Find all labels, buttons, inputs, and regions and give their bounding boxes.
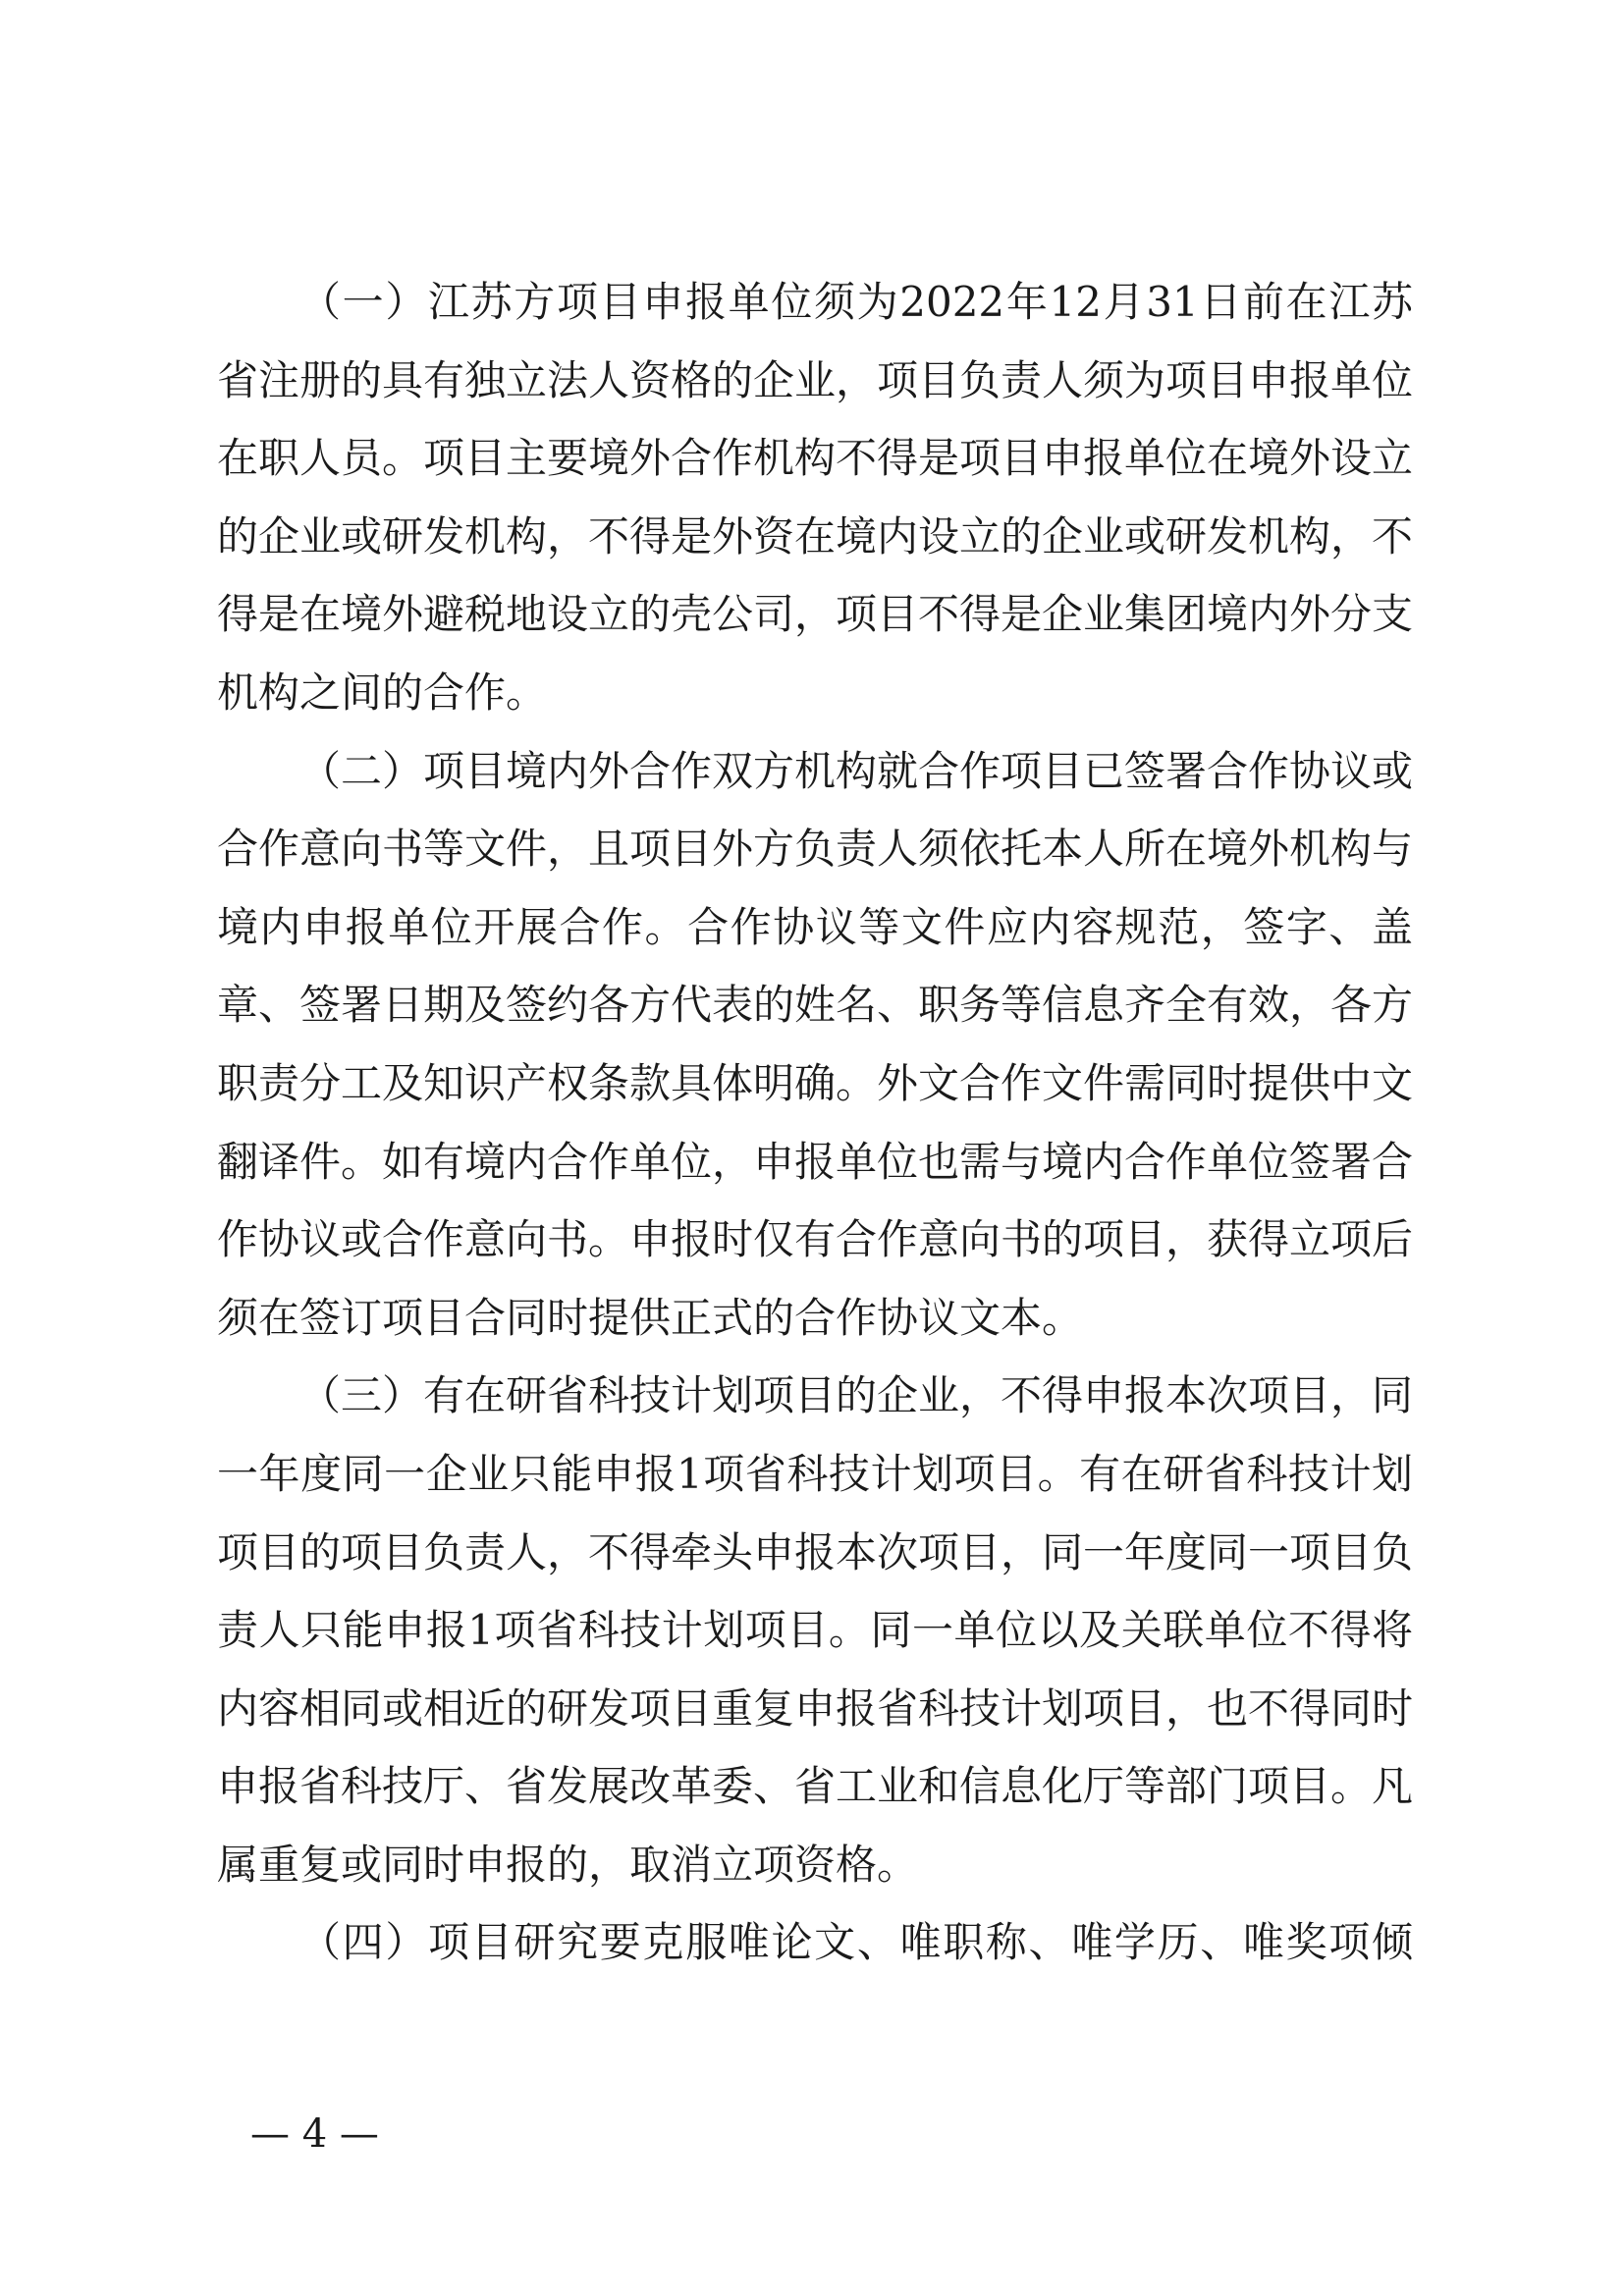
page-number: — 4 — <box>250 2111 379 2157</box>
body-text <box>217 263 1413 1982</box>
paragraph-2: （二）项目境内外合作双方机构就合作项目已签署合作协议或合作意向书等文件，且项目外方负责人须依托本人所在境外机构与境内申报单位开展合作。合作协议等文件应内容规范，签字、盖章、签署日期及签约各方代表的姓名、职务等信息齐全有效，各方职责分工及知识产权条款具体明确。外文合作文件需同时提供中文翻译件。如有境内合作单位，申报单位也需与境内合作单位签署合作协议或合作意向书。申报时仅有合作意向书的项目，获得立项后须在签订项目合同时提供正式的合作协议文本。 <box>217 746 1414 1342</box>
paragraph-4: （四）项目研究要克服唯论文、唯职称、唯学历、唯奖项倾 <box>299 1918 1413 1967</box>
paragraph-1: （一）江苏方项目申报单位须为2022年12月31日前在江苏省注册的具有独立法人资格的企业，项目负责人须为项目申报单位在职人员。项目主要境外合作机构不得是项目申报单位在境外设立的企业或研发机构，不得是外资在境内设立的企业或研发机构，不得是在境外避税地设立的壳公司，项目不得是企业集团境内外分支机构之间的合作。 <box>217 278 1414 717</box>
paragraph-3: （三）有在研省科技计划项目的企业，不得申报本次项目，同一年度同一企业只能申报1项省科技计划项目。有在研省科技计划项目的项目负责人，不得牵头申报本次项目，同一年度同一项目负责人只能申报1项省科技计划项目。同一单位以及关联单位不得将内容相同或相近的研发项目重复申报省科技计划项目，也不得同时申报省科技厅、省发展改革委、省工业和信息化厅等部门项目。凡属重复或同时申报的，取消立项资格。 <box>217 1371 1414 1889</box>
